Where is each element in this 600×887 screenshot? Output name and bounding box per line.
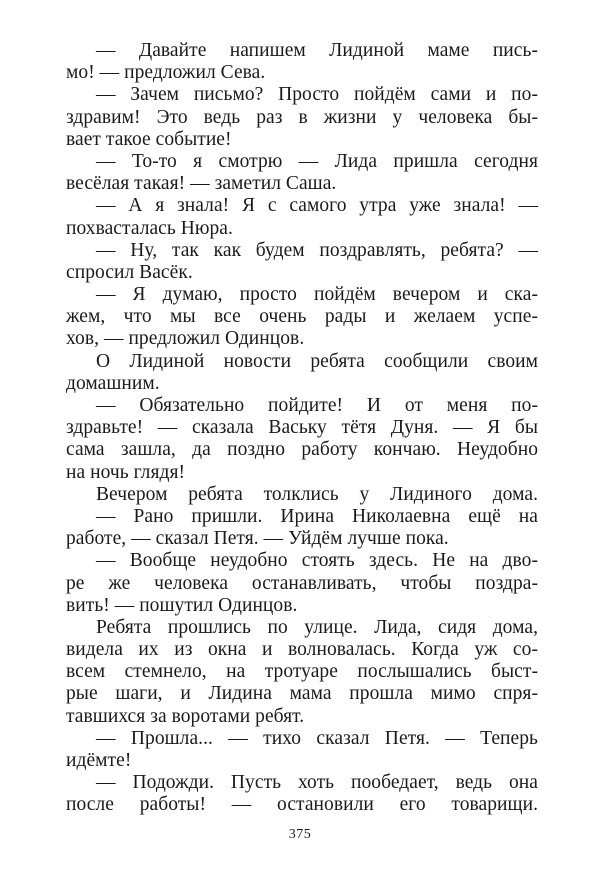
text-line: весёлая такая! — заметил Саша. <box>66 173 337 195</box>
page-text <box>66 40 538 817</box>
text-line: Вечером ребята толклись у Лидиного дома. <box>96 483 538 505</box>
text-line: после работы! — остановили его товарищи. <box>66 794 538 816</box>
text-line: вает такое событие! <box>66 128 232 150</box>
text-line: хов, — предложил Одинцов. <box>66 328 305 350</box>
text-line: — То-то я смотрю — Лида пришла сегодня <box>96 150 538 172</box>
text-line: — Вообще неудобно стоять здесь. Не на дво- <box>96 550 538 572</box>
text-line: — Подожди. Пусть хоть пообедает, ведь она <box>96 772 538 794</box>
text-line: — Рано пришли. Ирина Николаевна ещё на <box>96 505 538 527</box>
text-line: вить! — пошутил Одинцов. <box>66 594 298 616</box>
text-line: здравим! Это ведь раз в жизни у человека бы- <box>66 106 538 128</box>
text-line: — Зачем письмо? Просто пойдём сами и по- <box>96 84 538 106</box>
text-line: здравьте! — сказала Ваську тётя Дуня. — Я бы <box>66 417 538 439</box>
text-line: — Обязательно пойдите! И от меня по- <box>96 395 538 416</box>
text-line: ре же человека останавливать, чтобы поздра- <box>66 572 538 594</box>
text-line: работе, — сказал Петя. — Уйдём лучше пока. <box>66 528 449 550</box>
text-line: рые шаги, и Лидина мама прошла мимо спря- <box>66 683 538 705</box>
text-line: — Ну, так как будем поздравлять, ребята? — <box>96 239 538 261</box>
text-line: всем стемнело, на тротуаре послышались быст- <box>66 661 538 683</box>
text-line: домашним. <box>66 372 160 394</box>
text-line: мо! — предложил Сева. <box>66 62 266 84</box>
text-line: спросил Васёк. <box>66 261 193 283</box>
text-line: идёмте! <box>66 750 132 771</box>
text-line: на ночь глядя! <box>66 461 186 483</box>
text-line: похвасталась Нюра. <box>66 217 233 239</box>
text-line: жем, что мы все очень рады и желаем успе- <box>66 306 538 328</box>
text-line: — Я думаю, просто пойдём вечером и ска- <box>96 284 538 306</box>
text-line: Ребята прошлись по улице. Лида, сидя дома, <box>96 616 538 638</box>
text-line: видела их из окна и волновалась. Когда уж со- <box>66 639 538 661</box>
text-line: — Давайте напишем Лидиной маме пись- <box>96 40 538 61</box>
text-line: О Лидиной новости ребята сообщили своим <box>96 350 538 372</box>
text-line: — А я знала! Я с самого утра уже знала! — <box>96 195 538 217</box>
text-line: — Прошла... — тихо сказал Петя. — Теперь <box>96 727 538 749</box>
text-line: сама зашла, да поздно работу кончаю. Неудобно <box>66 439 538 461</box>
page-number: 375 <box>288 827 312 842</box>
text-line: тавшихся за воротами ребят. <box>66 705 305 727</box>
